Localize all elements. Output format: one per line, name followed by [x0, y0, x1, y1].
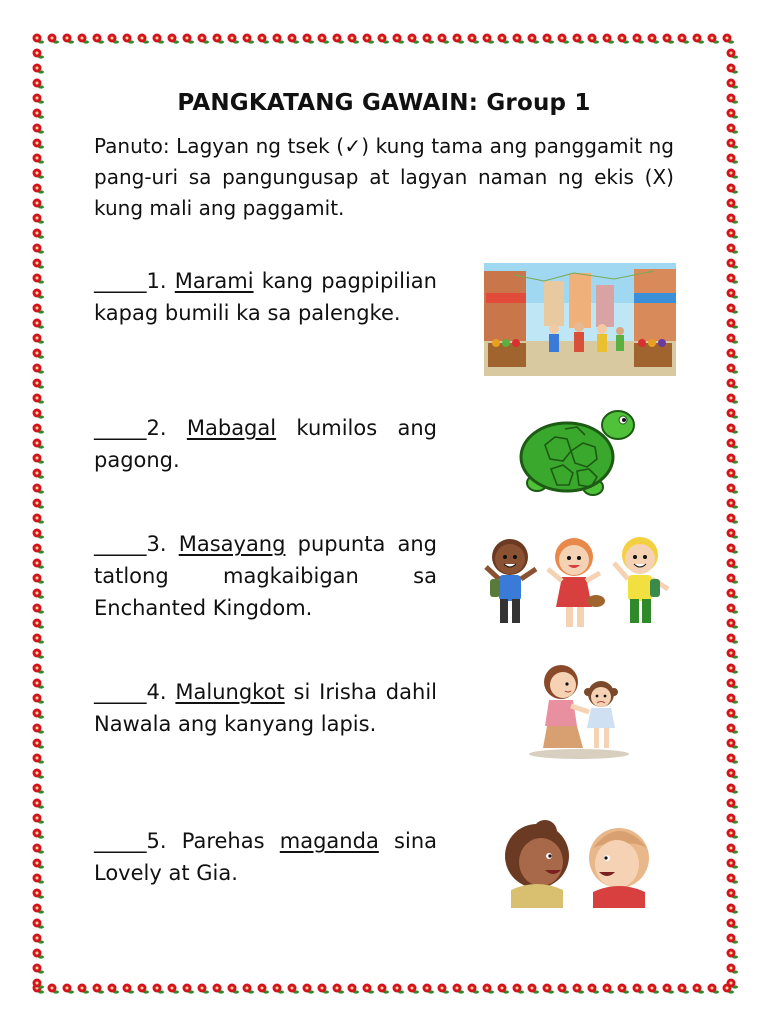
- turtle-illustration: [515, 405, 637, 505]
- question-item-2: _____2. Mabagal kumilos ang pagong.: [94, 416, 437, 472]
- border-flower: [727, 454, 739, 464]
- border-flower: [33, 34, 45, 44]
- border-flower: [198, 984, 210, 994]
- border-flower: [423, 984, 435, 994]
- border-flower: [438, 984, 450, 994]
- border-flower: [33, 514, 45, 524]
- border-flower: [727, 724, 739, 734]
- border-flower: [33, 379, 45, 389]
- border-flower: [727, 124, 739, 134]
- border-flower: [727, 829, 739, 839]
- border-flower: [348, 34, 360, 44]
- border-flower: [727, 559, 739, 569]
- border-flower: [33, 829, 45, 839]
- border-flower: [33, 454, 45, 464]
- border-flower: [33, 544, 45, 554]
- border-flower: [33, 904, 45, 914]
- border-flower: [33, 919, 45, 929]
- border-flower: [318, 34, 330, 44]
- two-faces-illustration: [497, 818, 657, 908]
- border-flower: [727, 439, 739, 449]
- border-flower: [727, 424, 739, 434]
- answer-blank[interactable]: _____: [94, 269, 147, 293]
- border-flower: [618, 984, 630, 994]
- border-flower: [33, 589, 45, 599]
- border-flower: [393, 984, 405, 994]
- border-flower: [603, 34, 615, 44]
- border-flower: [483, 34, 495, 44]
- border-flower: [633, 984, 645, 994]
- border-flower: [727, 229, 739, 239]
- border-flower: [727, 244, 739, 254]
- answer-blank[interactable]: _____: [94, 416, 147, 440]
- border-flower: [138, 984, 150, 994]
- border-flower: [423, 34, 435, 44]
- border-flower: [33, 244, 45, 254]
- border-flower: [33, 889, 45, 899]
- border-flower: [727, 364, 739, 374]
- border-flower: [727, 964, 739, 974]
- border-flower: [648, 984, 660, 994]
- border-flower: [727, 259, 739, 269]
- border-flower: [33, 334, 45, 344]
- border-flower: [727, 139, 739, 149]
- border-flower: [48, 984, 60, 994]
- border-flower: [108, 984, 120, 994]
- border-flower: [33, 499, 45, 509]
- border-flower: [33, 604, 45, 614]
- border-flower: [727, 64, 739, 74]
- border-flower: [33, 709, 45, 719]
- border-flower: [63, 34, 75, 44]
- border-flower: [727, 649, 739, 659]
- border-flower: [727, 109, 739, 119]
- border-flower: [468, 34, 480, 44]
- border-flower: [33, 394, 45, 404]
- border-flower: [183, 34, 195, 44]
- three-friends-illustration: [482, 533, 676, 637]
- border-flower: [543, 34, 555, 44]
- border-flower: [33, 694, 45, 704]
- border-flower: [33, 469, 45, 479]
- border-flower: [33, 814, 45, 824]
- border-flower: [727, 799, 739, 809]
- underlined-adjective: Mabagal: [186, 416, 277, 440]
- border-flower: [408, 984, 420, 994]
- border-flower: [727, 304, 739, 314]
- border-flower: [318, 984, 330, 994]
- border-flower: [33, 139, 45, 149]
- border-flower: [168, 984, 180, 994]
- border-flower: [33, 229, 45, 239]
- border-flower: [543, 984, 555, 994]
- border-flower: [727, 499, 739, 509]
- border-flower: [78, 34, 90, 44]
- border-flower: [727, 289, 739, 299]
- border-flower: [727, 754, 739, 764]
- border-flower: [727, 484, 739, 494]
- border-flower: [727, 394, 739, 404]
- border-flower: [33, 934, 45, 944]
- market-scene-illustration: [484, 263, 676, 376]
- border-flower: [727, 319, 739, 329]
- border-flower: [727, 769, 739, 779]
- border-flower: [603, 984, 615, 994]
- answer-blank[interactable]: _____: [94, 680, 147, 704]
- question-item-3: _____3. Masayang pupunta ang tatlong magkaibigan sa Enchanted Kingdom.: [94, 532, 437, 620]
- border-flower: [33, 649, 45, 659]
- border-flower: [33, 769, 45, 779]
- border-flower: [33, 964, 45, 974]
- underlined-adjective: maganda: [279, 829, 379, 853]
- border-flower: [573, 984, 585, 994]
- border-flower: [33, 799, 45, 809]
- border-flower: [588, 34, 600, 44]
- border-flower: [678, 34, 690, 44]
- border-flower: [153, 984, 165, 994]
- answer-blank[interactable]: _____: [94, 829, 147, 853]
- border-flower: [727, 919, 739, 929]
- border-flower: [123, 34, 135, 44]
- border-flower: [727, 679, 739, 689]
- check-mark-icon: ✓: [344, 134, 362, 158]
- border-flower: [273, 984, 285, 994]
- question-item-4: _____4. Malungkot si Irisha dahil Nawala ang kanyang lapis.: [94, 680, 437, 736]
- border-flower: [33, 364, 45, 374]
- border-flower: [198, 34, 210, 44]
- border-flower: [33, 574, 45, 584]
- border-flower: [727, 604, 739, 614]
- border-flower: [213, 34, 225, 44]
- border-flower: [727, 379, 739, 389]
- border-flower: [273, 34, 285, 44]
- border-flower: [558, 984, 570, 994]
- border-flower: [153, 34, 165, 44]
- border-flower: [727, 574, 739, 584]
- border-flower: [727, 874, 739, 884]
- border-flower: [33, 679, 45, 689]
- border-flower: [693, 984, 705, 994]
- border-flower: [33, 859, 45, 869]
- border-flower: [727, 94, 739, 104]
- border-flower: [33, 529, 45, 539]
- border-flower: [727, 169, 739, 179]
- border-flower: [303, 984, 315, 994]
- border-flower: [33, 319, 45, 329]
- question-item-1: _____1. Marami kang pagpipilian kapag bumili ka sa palengke.: [94, 269, 437, 325]
- border-flower: [288, 984, 300, 994]
- border-flower: [258, 34, 270, 44]
- border-flower: [33, 424, 45, 434]
- border-flower: [528, 984, 540, 994]
- border-flower: [727, 664, 739, 674]
- border-flower: [513, 984, 525, 994]
- border-flower: [213, 984, 225, 994]
- border-flower: [468, 984, 480, 994]
- border-flower: [727, 409, 739, 419]
- border-flower: [727, 184, 739, 194]
- border-flower: [33, 664, 45, 674]
- border-flower: [33, 304, 45, 314]
- border-flower: [33, 64, 45, 74]
- border-flower: [727, 784, 739, 794]
- border-flower: [453, 984, 465, 994]
- border-flower: [727, 694, 739, 704]
- border-flower: [727, 334, 739, 344]
- border-flower: [123, 984, 135, 994]
- border-flower: [727, 529, 739, 539]
- border-flower: [727, 214, 739, 224]
- border-flower: [93, 34, 105, 44]
- border-flower: [727, 904, 739, 914]
- border-flower: [727, 49, 739, 59]
- border-flower: [727, 349, 739, 359]
- border-flower: [33, 109, 45, 119]
- border-flower: [243, 34, 255, 44]
- border-flower: [498, 984, 510, 994]
- border-flower: [727, 514, 739, 524]
- border-flower: [33, 259, 45, 269]
- border-flower: [727, 154, 739, 164]
- border-flower: [33, 634, 45, 644]
- border-flower: [663, 984, 675, 994]
- border-flower: [528, 34, 540, 44]
- border-flower: [33, 559, 45, 569]
- border-flower: [93, 984, 105, 994]
- border-flower: [588, 984, 600, 994]
- border-flower: [63, 984, 75, 994]
- border-flower: [708, 34, 720, 44]
- border-flower: [33, 349, 45, 359]
- border-flower: [678, 984, 690, 994]
- border-flower: [348, 984, 360, 994]
- page-title: PANGKATANG GAWAIN: Group 1: [177, 90, 591, 116]
- border-flower: [33, 169, 45, 179]
- border-flower: [228, 984, 240, 994]
- border-flower: [333, 34, 345, 44]
- border-flower: [33, 79, 45, 89]
- border-flower: [33, 784, 45, 794]
- border-flower: [363, 34, 375, 44]
- border-flower: [33, 154, 45, 164]
- border-flower: [393, 34, 405, 44]
- border-flower: [727, 199, 739, 209]
- border-flower: [228, 34, 240, 44]
- border-flower: [483, 984, 495, 994]
- border-flower: [33, 409, 45, 419]
- border-flower: [108, 34, 120, 44]
- border-flower: [453, 34, 465, 44]
- border-flower: [363, 984, 375, 994]
- border-flower: [648, 34, 660, 44]
- border-flower: [513, 34, 525, 44]
- underlined-adjective: Malungkot: [175, 680, 285, 704]
- border-flower: [727, 709, 739, 719]
- border-flower: [333, 984, 345, 994]
- border-flower: [408, 34, 420, 44]
- border-flower: [33, 724, 45, 734]
- border-flower: [727, 859, 739, 869]
- border-flower: [727, 814, 739, 824]
- underlined-adjective: Marami: [174, 269, 254, 293]
- border-flower: [258, 984, 270, 994]
- answer-blank[interactable]: _____: [94, 532, 147, 556]
- border-flower: [558, 34, 570, 44]
- border-flower: [663, 34, 675, 44]
- border-flower: [708, 984, 720, 994]
- border-flower: [498, 34, 510, 44]
- border-flower: [183, 984, 195, 994]
- border-flower: [48, 34, 60, 44]
- border-flower: [288, 34, 300, 44]
- border-flower: [33, 739, 45, 749]
- border-flower: [573, 34, 585, 44]
- border-flower: [33, 49, 45, 59]
- border-flower: [727, 79, 739, 89]
- border-flower: [378, 984, 390, 994]
- border-flower: [33, 844, 45, 854]
- border-flower: [33, 124, 45, 134]
- border-flower: [727, 274, 739, 284]
- border-flower: [33, 274, 45, 284]
- border-flower: [618, 34, 630, 44]
- border-flower: [243, 984, 255, 994]
- border-flower: [33, 874, 45, 884]
- border-flower: [727, 889, 739, 899]
- border-flower: [693, 34, 705, 44]
- border-flower: [33, 484, 45, 494]
- border-flower: [33, 949, 45, 959]
- border-flower: [727, 844, 739, 854]
- border-flower: [438, 34, 450, 44]
- border-flower: [727, 739, 739, 749]
- border-flower: [33, 439, 45, 449]
- border-flower: [727, 589, 739, 599]
- border-flower: [33, 214, 45, 224]
- border-flower: [727, 949, 739, 959]
- border-flower: [723, 34, 735, 44]
- border-flower: [33, 94, 45, 104]
- border-flower: [168, 34, 180, 44]
- border-flower: [33, 184, 45, 194]
- instructions: Panuto: Lagyan ng tsek (✓) kung tama ang panggamit ng pang-uri sa pangungusap at lagyan naman ng ekis (X) kung mali ang paggamit.: [94, 134, 674, 220]
- border-flower: [303, 34, 315, 44]
- border-flower: [33, 619, 45, 629]
- border-flower: [33, 754, 45, 764]
- border-flower: [727, 634, 739, 644]
- border-flower: [138, 34, 150, 44]
- border-flower: [78, 984, 90, 994]
- border-flower: [33, 199, 45, 209]
- border-flower: [727, 619, 739, 629]
- border-flower: [378, 34, 390, 44]
- border-flower: [727, 544, 739, 554]
- border-flower: [633, 34, 645, 44]
- border-flower: [33, 289, 45, 299]
- border-flower: [727, 934, 739, 944]
- border-flower: [727, 469, 739, 479]
- question-item-5: _____5. Parehas maganda sina Lovely at Gia.: [94, 829, 437, 885]
- underlined-adjective: Masayang: [178, 532, 286, 556]
- sad-girl-comforted-illustration: [525, 660, 633, 760]
